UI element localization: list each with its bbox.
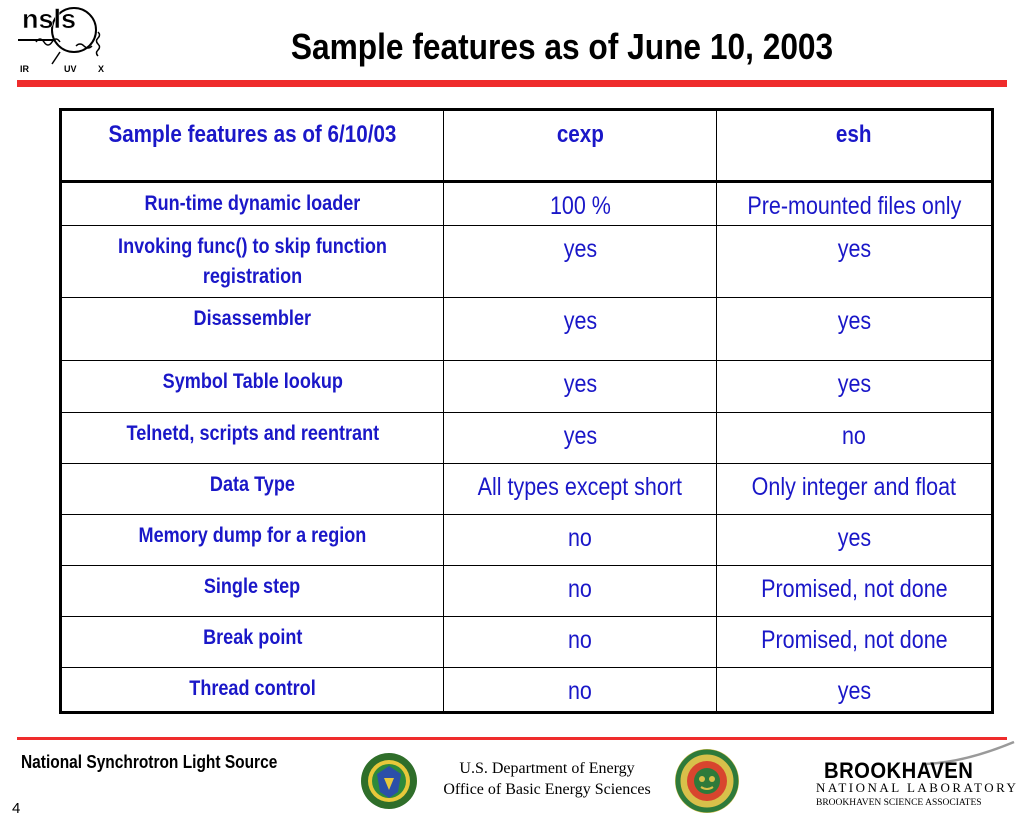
page-title: Sample features as of June 10, 2003 xyxy=(290,26,834,67)
feature-cell: Break point xyxy=(61,617,444,668)
feature-cell: Invoking func() to skip function registration xyxy=(61,226,444,298)
table-row xyxy=(61,617,993,668)
esh-cell: Only integer and float xyxy=(717,464,993,515)
table-row xyxy=(61,566,993,617)
logo-label-ir: IR xyxy=(20,64,29,74)
esh-cell: yes xyxy=(717,668,993,713)
bes-seal-icon xyxy=(674,748,740,814)
doe-line-2: Office of Basic Energy Sciences xyxy=(443,781,651,798)
logo-label-uv: UV xyxy=(64,64,77,74)
esh-cell: Promised, not done xyxy=(717,617,993,668)
cexp-cell: yes xyxy=(444,298,717,361)
feature-cell: Single step xyxy=(61,566,444,617)
esh-cell: yes xyxy=(717,361,993,413)
column-header-feature: Sample features as of 6/10/03 xyxy=(61,110,444,182)
feature-cell: Data Type xyxy=(61,464,444,515)
feature-cell: Thread control xyxy=(61,668,444,713)
table-row xyxy=(61,182,993,226)
esh-cell: yes xyxy=(717,226,993,298)
header-divider xyxy=(17,80,1007,87)
nsls-logo xyxy=(14,2,110,76)
table-row xyxy=(61,226,993,298)
brookhaven-logo xyxy=(806,740,1019,816)
column-header-cexp: cexp xyxy=(444,110,717,182)
page-number: 4 xyxy=(12,800,21,817)
esh-cell: Pre-mounted files only xyxy=(717,182,993,226)
esh-cell: no xyxy=(717,413,993,464)
doe-line-1: U.S. Department of Energy xyxy=(459,760,635,777)
cexp-cell: no xyxy=(444,515,717,566)
doe-seal-icon xyxy=(360,752,418,810)
feature-comparison-table xyxy=(59,108,991,705)
esh-cell: yes xyxy=(717,298,993,361)
esh-cell: Promised, not done xyxy=(717,566,993,617)
table-row xyxy=(61,668,993,713)
cexp-cell: no xyxy=(444,617,717,668)
feature-cell: Disassembler xyxy=(61,298,444,361)
feature-cell: Memory dump for a region xyxy=(61,515,444,566)
cexp-cell: yes xyxy=(444,226,717,298)
table-row xyxy=(61,515,993,566)
bnl-subtitle: NATIONAL LABORATORY xyxy=(816,780,1019,795)
esh-cell: yes xyxy=(717,515,993,566)
cexp-cell: yes xyxy=(444,361,717,413)
table-row xyxy=(61,298,993,361)
nsls-wordmark: nsls xyxy=(22,4,77,34)
logo-label-x: X xyxy=(98,64,105,74)
bnl-associates: BROOKHAVEN SCIENCE ASSOCIATES xyxy=(816,798,982,808)
doe-caption xyxy=(422,758,672,800)
feature-cell: Symbol Table lookup xyxy=(61,361,444,413)
table-header-row xyxy=(61,110,993,182)
table-row xyxy=(61,413,993,464)
feature-cell: Run-time dynamic loader xyxy=(61,182,444,226)
bnl-wordmark: BROOKHAVEN xyxy=(824,758,974,783)
column-header-esh: esh xyxy=(717,110,993,182)
table-row xyxy=(61,361,993,413)
feature-cell: Telnetd, scripts and reentrant xyxy=(61,413,444,464)
cexp-cell: All types except short xyxy=(444,464,717,515)
cexp-cell: yes xyxy=(444,413,717,464)
footer-organization: National Synchrotron Light Source xyxy=(21,752,278,772)
cexp-cell: no xyxy=(444,566,717,617)
cexp-cell: 100 % xyxy=(444,182,717,226)
cexp-cell: no xyxy=(444,668,717,713)
table-row xyxy=(61,464,993,515)
